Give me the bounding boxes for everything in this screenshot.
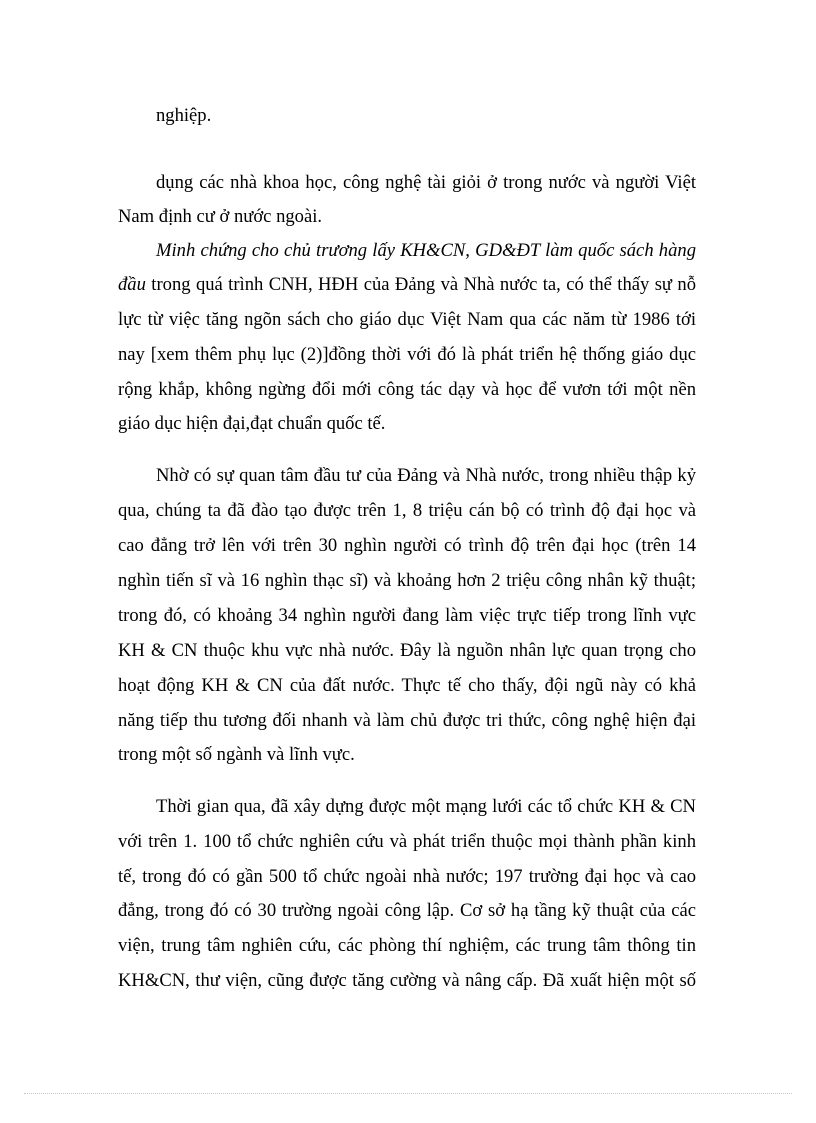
paragraph-line: nghìn tiến sĩ và 16 nghìn thạc sĩ) và khoảng hơn 2 triệu công nhân kỹ thuật; xyxy=(118,570,696,591)
paragraph-line: Nam định cư ở nước ngoài. xyxy=(118,206,323,227)
page-divider xyxy=(24,1093,792,1094)
paragraph-line: rộng khắp, không ngừng đổi mới công tác dạy và học để vươn tới một nền xyxy=(118,379,696,400)
paragraph-line: lực từ việc tăng ngõn sách cho giáo dục Việt Nam qua các năm từ 1986 tới xyxy=(118,309,696,330)
paragraph-line: năng tiếp thu tương đối nhanh và làm chủ được tri thức, công nghệ hiện đại xyxy=(118,710,696,731)
paragraph-line: tế, trong đó có gần 500 tổ chức ngoài nhà nước; 197 trường đại học và cao xyxy=(118,866,696,887)
paragraph-line: Thời gian qua, đã xây dựng được một mạng lưới các tổ chức KH & CN xyxy=(156,796,696,817)
paragraph-line: nghiệp. xyxy=(156,105,212,126)
paragraph-line: trong đó, có khoảng 34 nghìn người đang làm việc trực tiếp trong lĩnh vực xyxy=(118,605,696,626)
paragraph-line: hoạt động KH & CN của đất nước. Thực tế cho thấy, đội ngũ này có khả xyxy=(118,675,696,696)
paragraph-line: đẳng, trong đó có 30 trường ngoài công lập. Cơ sở hạ tầng kỹ thuật của các xyxy=(118,900,696,921)
italic-phrase: đầu xyxy=(118,274,146,295)
paragraph-line xyxy=(156,240,696,262)
italic-phrase: Minh chứng cho chủ trương lấy KH&CN, GD&ĐT làm quốc sách hàng xyxy=(156,240,696,261)
paragraph-line: với trên 1. 100 tổ chức nghiên cứu và phát triển thuộc mọi thành phần kinh xyxy=(118,831,696,852)
paragraph-line: giáo dục hiện đại,đạt chuẩn quốc tế. xyxy=(118,413,386,434)
paragraph-line: Nhờ có sự quan tâm đầu tư của Đảng và Nhà nước, trong nhiều thập kỷ xyxy=(156,465,696,486)
paragraph-line: nay [xem thêm phụ lục (2)]đồng thời với đó là phát triển hệ thống giáo dục xyxy=(118,344,696,365)
paragraph-line: viện, trung tâm nghiên cứu, các phòng thí nghiệm, các trung tâm thông tin xyxy=(118,935,696,956)
paragraph-line: trong một số ngành và lĩnh vực. xyxy=(118,744,355,765)
paragraph-line: cao đẳng trở lên với trên 30 nghìn người có trình độ trên đại học (trên 14 xyxy=(118,535,696,556)
paragraph-line: qua, chúng ta đã đào tạo được trên 1, 8 triệu cán bộ có trình độ đại học và xyxy=(118,500,696,521)
paragraph-line: đầu trong quá trình CNH, HĐH của Đảng và Nhà nước ta, có thể thấy sự nỗ xyxy=(118,274,696,295)
paragraph-line: KH&CN, thư viện, cũng được tăng cường và nâng cấp. Đã xuất hiện một số xyxy=(118,970,696,991)
paragraph-line: KH & CN thuộc khu vực nhà nước. Đây là nguồn nhân lực quan trọng cho xyxy=(118,640,696,661)
paragraph-line: dụng các nhà khoa học, công nghệ tài giỏi ở trong nước và người Việt xyxy=(156,172,696,193)
